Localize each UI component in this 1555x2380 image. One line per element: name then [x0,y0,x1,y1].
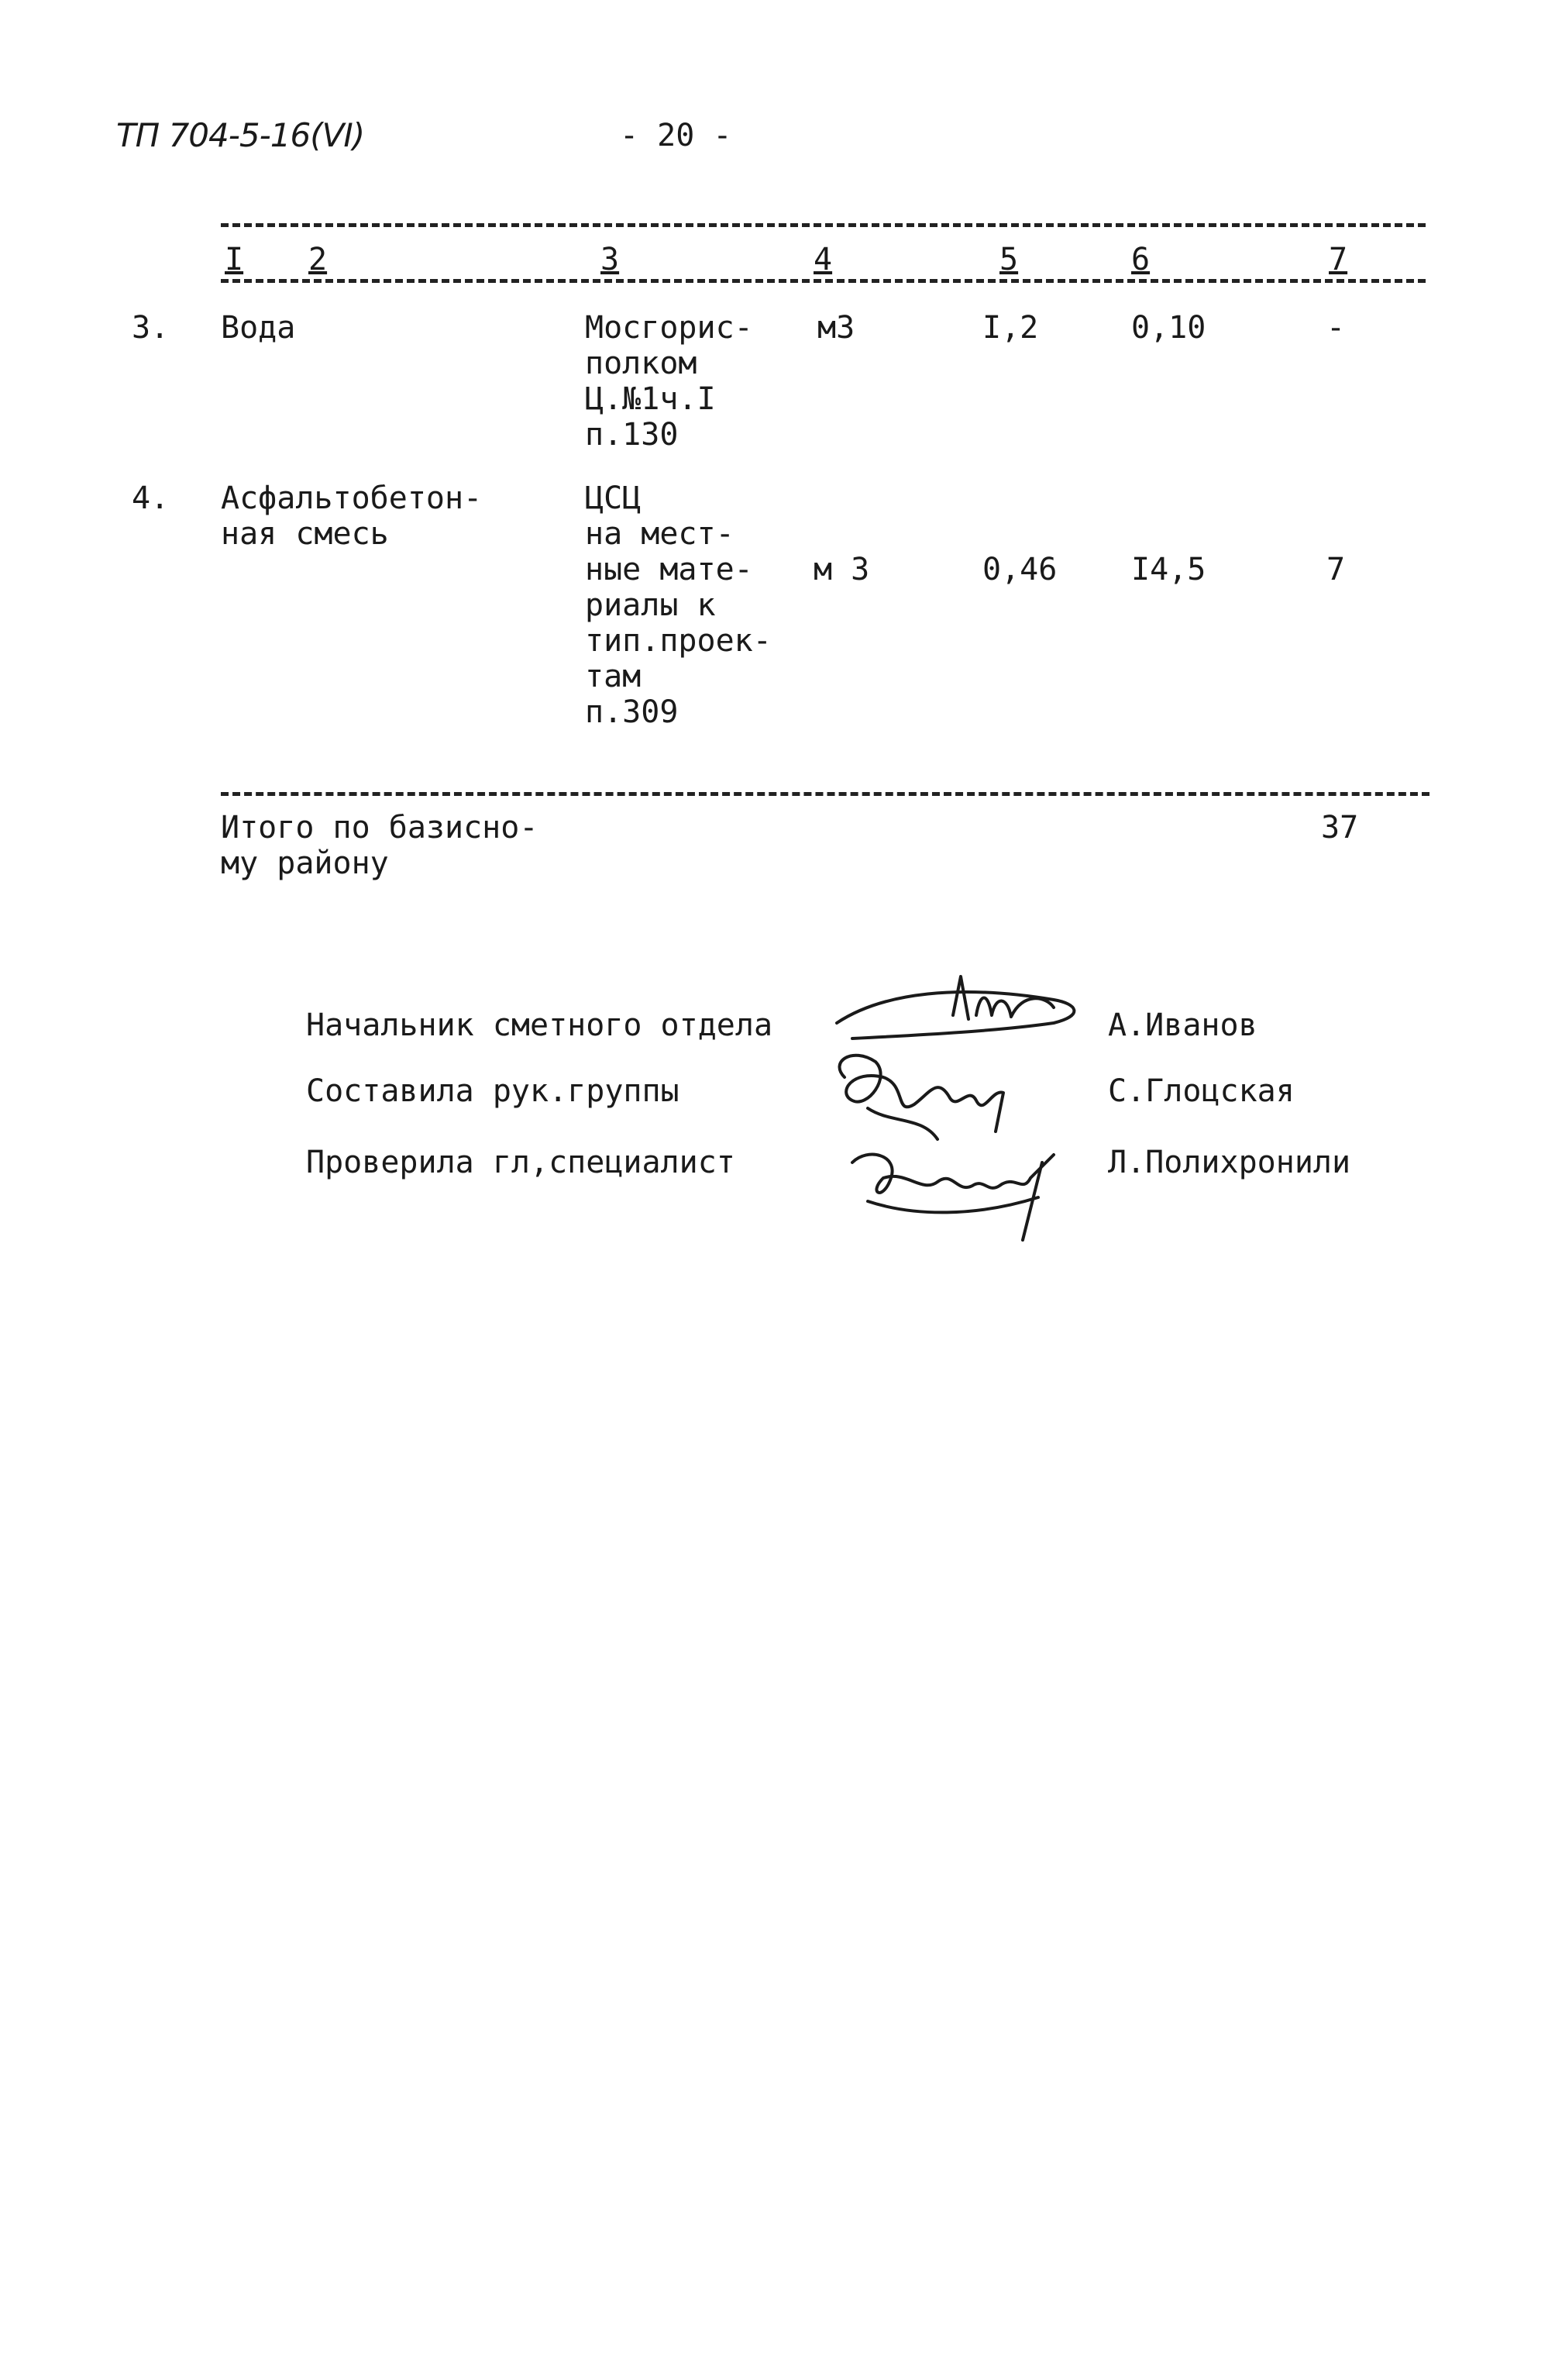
row-col5: I,2 [982,310,1039,346]
header-col-3: 3 [600,242,620,277]
signature-name: А.Иванов [1108,1007,1257,1043]
row-name: Вода [221,310,296,346]
total-rule [221,792,1429,796]
header-col-4: 4 [814,242,833,277]
handwritten-signature-icon [821,961,1108,1255]
signature-name: С.Глоцская [1108,1073,1295,1109]
signature-role: Начальник сметного отдела [306,1007,773,1043]
row-col7: - [1326,310,1346,346]
header-col-2: 2 [308,242,328,277]
row-source: ЦСЦ на мест- ные мате- риалы к тип.проек- там п.309 [585,480,772,730]
row-unit: м3 [817,310,855,346]
row-name: Асфальтобетон- ная смесь [221,480,483,552]
row-col6: 0,10 [1131,310,1206,346]
signature-role: Проверила гл,специалист [306,1145,735,1180]
row-number: 3. [132,310,170,346]
row-col5: 0,46 [982,552,1058,587]
page-number: - 20 - [620,118,732,153]
row-number: 4. [132,480,170,516]
row-col6: I4,5 [1131,552,1206,587]
row-source: Мосгорис- полком Ц.№1ч.I п.130 [585,310,753,453]
header-col-7: 7 [1329,242,1348,277]
header-col-6: 6 [1131,242,1151,277]
signature-name: Л.Полихронили [1108,1145,1351,1180]
doc-code: ТП 704-5-16(VI) [116,116,365,154]
table-top-rule [221,223,1426,227]
total-value: 37 [1321,810,1359,846]
row-unit: м 3 [814,552,870,587]
header-col-5: 5 [999,242,1019,277]
header-col-1: I [225,242,244,277]
signature-role: Составила рук.группы [306,1073,679,1109]
row-col7: 7 [1326,552,1346,587]
total-label: Итого по базисно- му району [221,810,538,881]
header-bottom-rule [221,279,1426,283]
